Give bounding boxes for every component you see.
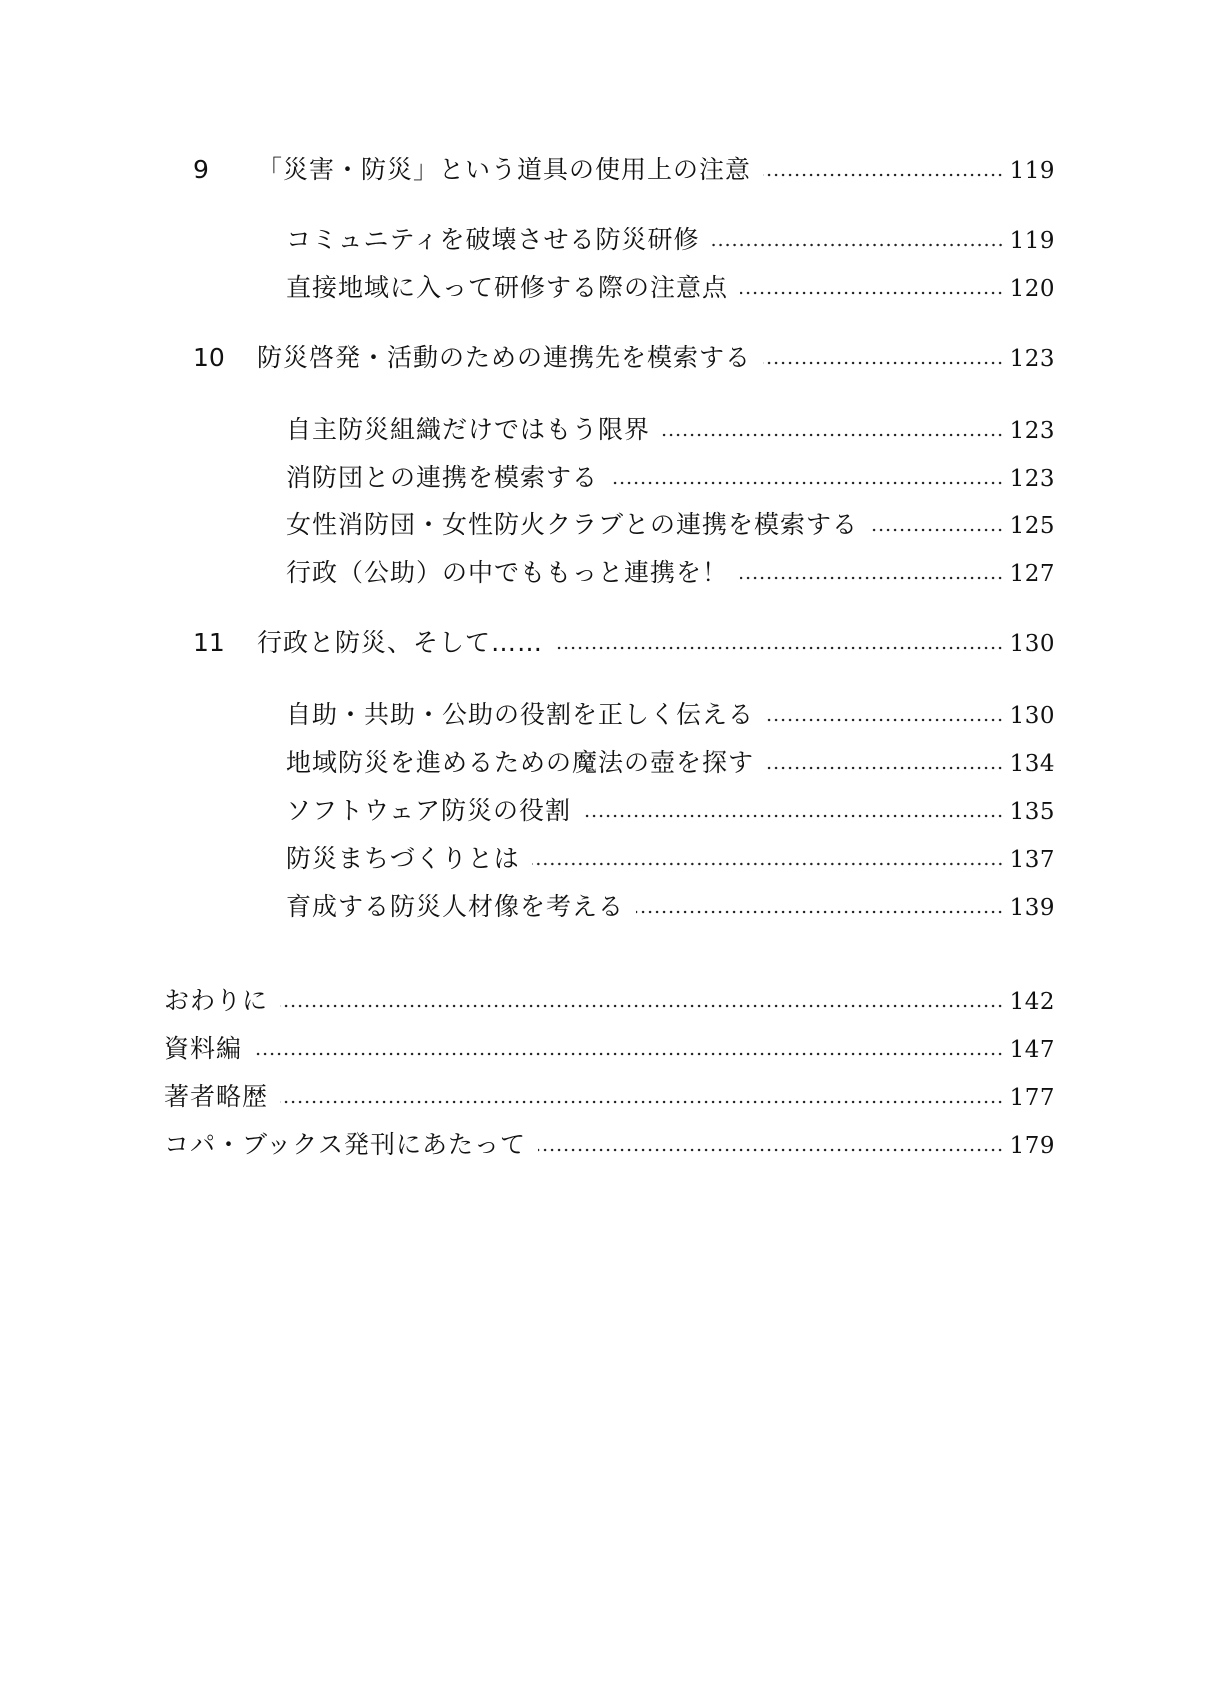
dot-leader (280, 1004, 1004, 1008)
section-title: ソフトウェア防災の役割 (286, 796, 572, 825)
chapter-number: 11 (193, 628, 225, 657)
section-title: 消防団との連携を模索する (286, 463, 599, 492)
section-title: 自助・共助・公助の役割を正しく伝える (286, 700, 755, 729)
toc-section[interactable] (286, 460, 1055, 496)
page-number: 179 (1009, 1133, 1055, 1159)
back-matter-title: 著者略歴 (164, 1082, 269, 1111)
section-title: 自主防災組織だけではもう限界 (286, 415, 651, 444)
dot-leader (662, 433, 1004, 437)
dot-leader (740, 291, 1004, 295)
section-title: 地域防災を進めるための魔法の壺を探す (286, 748, 755, 777)
dot-leader (763, 361, 1004, 365)
section-title: 女性消防団・女性防火クラブとの連携を模索する (286, 510, 859, 539)
toc-back-matter-item[interactable] (164, 1079, 1055, 1115)
toc-back-matter-item[interactable] (164, 1031, 1055, 1067)
dot-leader (763, 173, 1004, 177)
dot-leader (766, 718, 1004, 722)
toc-chapter-11[interactable] (193, 625, 1055, 661)
toc-section[interactable] (286, 841, 1055, 877)
page-number: 123 (1009, 346, 1055, 372)
page-number: 134 (1009, 751, 1055, 777)
toc-section[interactable] (286, 889, 1055, 925)
page-number: 130 (1009, 631, 1055, 657)
dot-leader (712, 243, 1004, 247)
page-number: 119 (1009, 228, 1055, 254)
dot-leader (532, 862, 1004, 866)
page-number: 119 (1009, 158, 1055, 184)
back-matter-title: コパ・ブックス発刊にあたって (164, 1130, 527, 1159)
page-number: 123 (1009, 418, 1055, 444)
toc-section[interactable] (286, 222, 1055, 258)
back-matter-title: 資料編 (164, 1034, 243, 1063)
toc-section[interactable] (286, 270, 1055, 306)
section-title: 直接地域に入って研修する際の注意点 (286, 273, 729, 302)
dot-leader (555, 646, 1004, 650)
page-number: 127 (1009, 561, 1055, 587)
section-title: コミュニティを破壊させる防災研修 (286, 225, 700, 254)
dot-leader (766, 766, 1004, 770)
page-number: 125 (1009, 513, 1055, 539)
section-title: 行政（公助）の中でももっと連携を！ (286, 558, 729, 587)
toc-section[interactable] (286, 745, 1055, 781)
dot-leader (254, 1052, 1004, 1056)
chapter-title: 「災害・防災」という道具の使用上の注意 (257, 155, 752, 184)
page-number: 177 (1009, 1085, 1055, 1111)
dot-leader (870, 528, 1004, 532)
dot-leader (636, 910, 1004, 914)
chapter-title: 防災啓発・活動のための連携先を模索する (257, 343, 752, 372)
dot-leader (740, 576, 1004, 580)
toc-back-matter-item[interactable] (164, 983, 1055, 1019)
page-number: 123 (1009, 466, 1055, 492)
page-number: 147 (1009, 1037, 1055, 1063)
chapter-title: 行政と防災、そして…… (257, 628, 544, 657)
page-number: 139 (1009, 895, 1055, 921)
toc-chapter-9[interactable] (193, 152, 1055, 188)
page-number: 137 (1009, 847, 1055, 873)
chapter-number: 9 (193, 155, 209, 184)
dot-leader (280, 1100, 1004, 1104)
toc-section[interactable] (286, 507, 1055, 543)
page-number: 130 (1009, 703, 1055, 729)
toc-back-matter-item[interactable] (164, 1127, 1055, 1163)
toc-chapter-10[interactable] (193, 340, 1055, 376)
toc-section[interactable] (286, 697, 1055, 733)
toc-section[interactable] (286, 555, 1055, 591)
back-matter-title: おわりに (164, 986, 269, 1015)
dot-leader (538, 1148, 1004, 1152)
dot-leader (583, 814, 1004, 818)
dot-leader (610, 481, 1004, 485)
toc-section[interactable] (286, 412, 1055, 448)
page-number: 135 (1009, 799, 1055, 825)
page-number: 120 (1009, 276, 1055, 302)
toc-section[interactable] (286, 793, 1055, 829)
chapter-number: 10 (193, 343, 225, 372)
page-number: 142 (1009, 989, 1055, 1015)
section-title: 育成する防災人材像を考える (286, 892, 625, 921)
section-title: 防災まちづくりとは (286, 844, 520, 873)
